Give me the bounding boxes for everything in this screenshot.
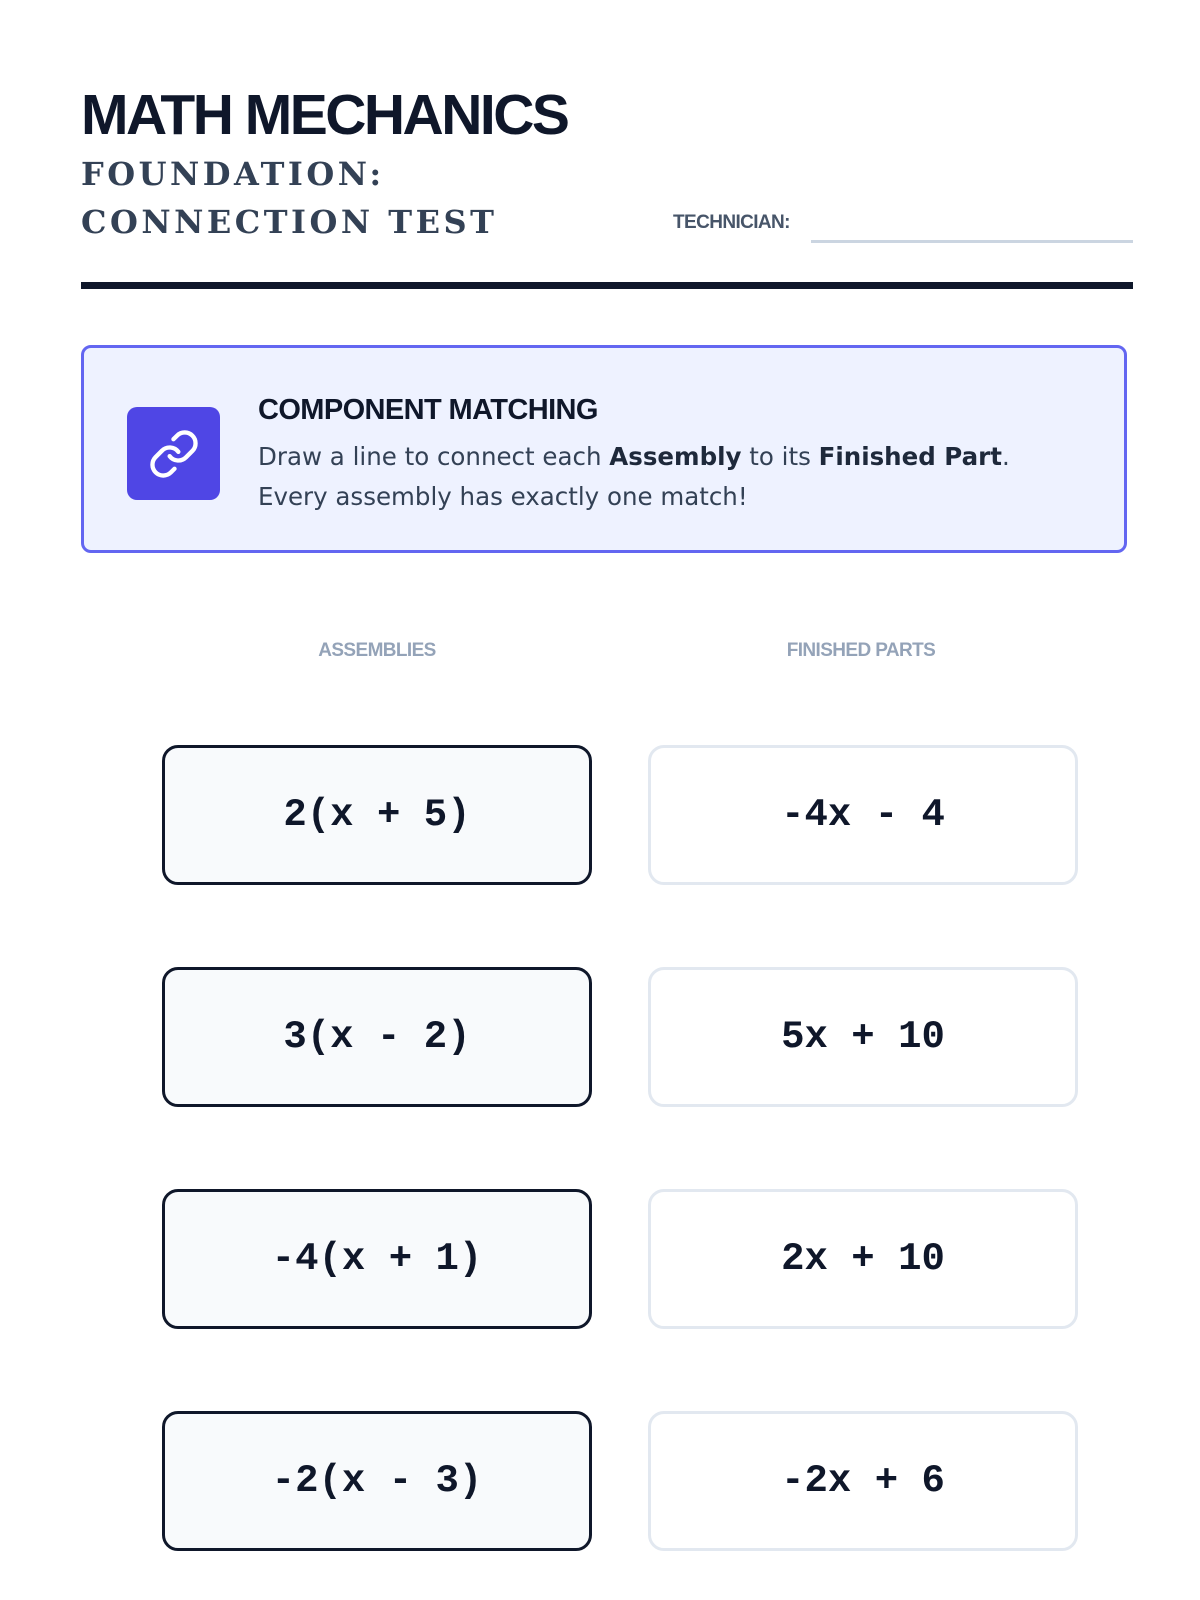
instructions-title: COMPONENT MATCHING [258, 394, 598, 426]
technician-field [673, 206, 1133, 244]
instructions-text-part-4: Every assembly has exactly one match! [258, 482, 748, 511]
instructions-text-part-2: to its [741, 442, 819, 471]
header-divider [81, 282, 1133, 289]
worksheet-title: MATH MECHANICS [81, 83, 568, 147]
worksheet-subtitle: FOUNDATION: CONNECTION TEST [81, 155, 498, 241]
instructions-bold-assembly: Assembly [609, 442, 742, 471]
instructions-text-part-1: Draw a line to connect each [258, 442, 610, 471]
finished-part-tile[interactable]: -4x - 4 [648, 745, 1078, 885]
finished-part-tile[interactable]: 2x + 10 [648, 1189, 1078, 1329]
finished-parts-column-header: FINISHED PARTS [786, 640, 936, 661]
finished-part-tile[interactable]: 5x + 10 [648, 967, 1078, 1107]
instructions-card [81, 345, 1127, 553]
finished-part-tile[interactable]: -2x + 6 [648, 1411, 1078, 1551]
assembly-tile[interactable]: 3(x - 2) [162, 967, 592, 1107]
worksheet-header [81, 82, 1133, 292]
assemblies-column-header: ASSEMBLIES [318, 640, 436, 661]
technician-label: TECHNICIAN: [673, 212, 790, 233]
instructions-text [258, 437, 1098, 517]
assembly-tile[interactable]: 2(x + 5) [162, 745, 592, 885]
instructions-text-part-3: . [1001, 442, 1010, 471]
worksheet-page [81, 0, 1133, 1600]
technician-name-input[interactable] [811, 206, 1133, 243]
assembly-tile[interactable]: -2(x - 3) [162, 1411, 592, 1551]
link-icon [127, 407, 220, 500]
assembly-tile[interactable]: -4(x + 1) [162, 1189, 592, 1329]
instructions-bold-finished-part: Finished Part [818, 442, 1002, 471]
